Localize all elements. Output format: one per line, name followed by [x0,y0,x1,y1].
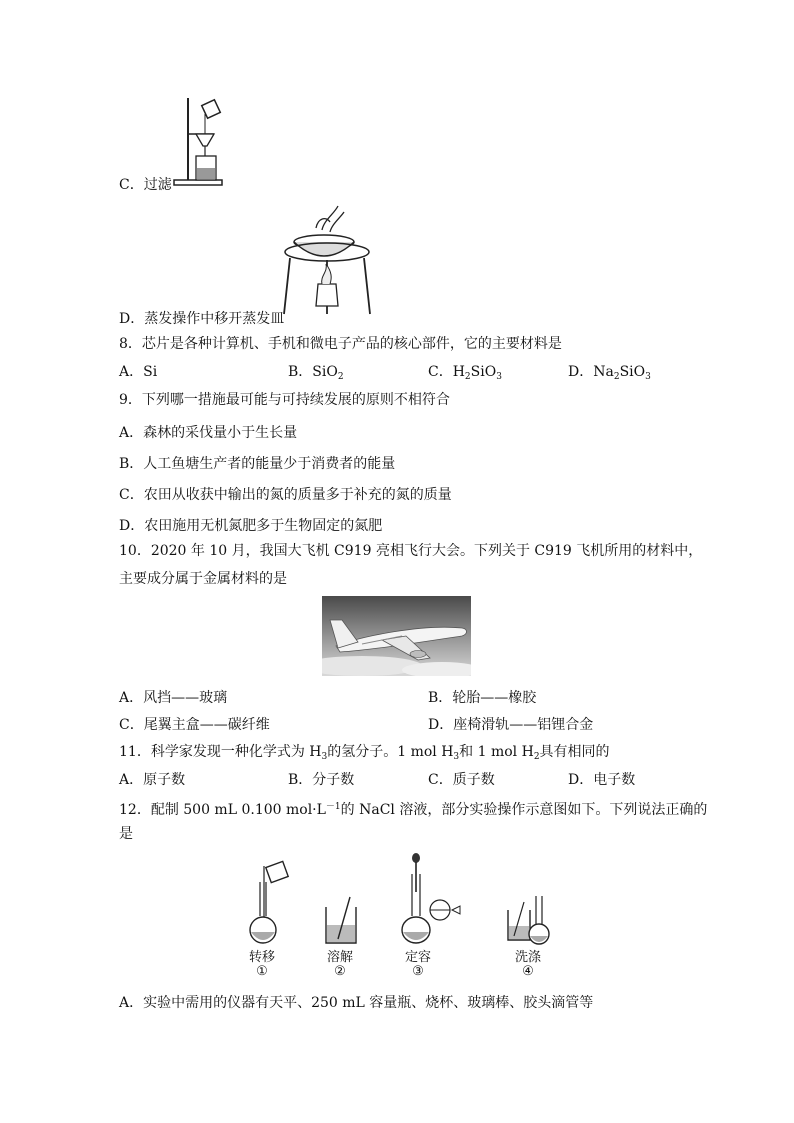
fix-volume-diagram [400,852,470,948]
q10-option-d: D．座椅滑轨——铝锂合金 [428,717,594,733]
q7-option-d: D．蒸发操作中移开蒸发皿 [119,311,285,327]
q9-stem: 9．下列哪一措施最可能与可持续发展的原则不相符合 [119,392,450,408]
q10-option-b: B．轮胎——橡胶 [428,690,537,706]
c919-airplane-image [322,596,471,676]
q11-option-d: D．电子数 [568,772,636,788]
q8-option-c: C．$H_2SiO_3$ [428,364,502,382]
operation-label-4: 洗涤 [514,950,541,965]
operation-number-1: ① [256,964,268,979]
operation-number-2: ② [334,964,346,979]
wash-diagram [504,890,560,948]
operation-label-3: 定容 [404,950,431,965]
q12-option-a: A．实验中需用的仪器有天平、250 mL 容量瓶、烧杯、玻璃棒、胶头滴管等 [119,995,594,1011]
q9-option-d: D．农田施用无机氮肥多于生物固定的氮肥 [119,518,383,534]
q8-option-a: A．Si [119,364,158,380]
q9-option-c: C．农田从收获中输出的氮的质量多于补充的氮的质量 [119,487,452,503]
operation-label-1: 转移 [248,950,275,965]
operation-number-4: ④ [522,964,534,979]
q8-stem: 8．芯片是各种计算机、手机和微电子产品的核心部件，它的主要材料是 [119,336,562,352]
q8-option-b: B．SiO$_2$ [288,364,344,382]
q10-option-c: C．尾翼主盒——碳纤维 [119,717,270,733]
transfer-diagram [244,858,294,948]
q12-stem-line2: 是 [119,826,133,842]
q10-option-a: A．风挡——玻璃 [119,690,228,706]
q11-option-c: C．质子数 [428,772,495,788]
q7-option-c: C．过滤 [119,177,172,193]
q10-stem-line2: 主要成分属于金属材料的是 [119,571,287,587]
q12-stem: 12．配制 500 mL 0.100 $mol\cdot L^{-1}$的 NaCl 溶液，部分实验操作示意图如下。下列说法正确的 [119,802,708,818]
q9-option-b: B．人工鱼塘生产者的能量少于消费者的能量 [119,456,396,472]
q10-stem-line1: 10．2020 年 10 月，我国大飞机 C919 亮相飞行大会。下列关于 C919 飞机所用的材料中， [119,543,703,559]
q8-option-d: D．$Na_2SiO_3$ [568,364,651,382]
dissolve-diagram [322,893,362,948]
q9-option-a: A．森林的采伐量小于生长量 [119,425,298,441]
evaporation-figure [282,202,372,320]
operation-number-3: ③ [412,964,424,979]
q11-stem: 11．科学家发现一种化学式为 $H_3$的氢分子。1 mol $H_3$和 1 mol $H_2$具有相同的 [119,744,610,762]
q11-option-b: B．分子数 [288,772,355,788]
operation-label-2: 溶解 [326,950,353,965]
q11-option-a: A．原子数 [119,772,186,788]
filtration-apparatus-figure [168,94,228,189]
